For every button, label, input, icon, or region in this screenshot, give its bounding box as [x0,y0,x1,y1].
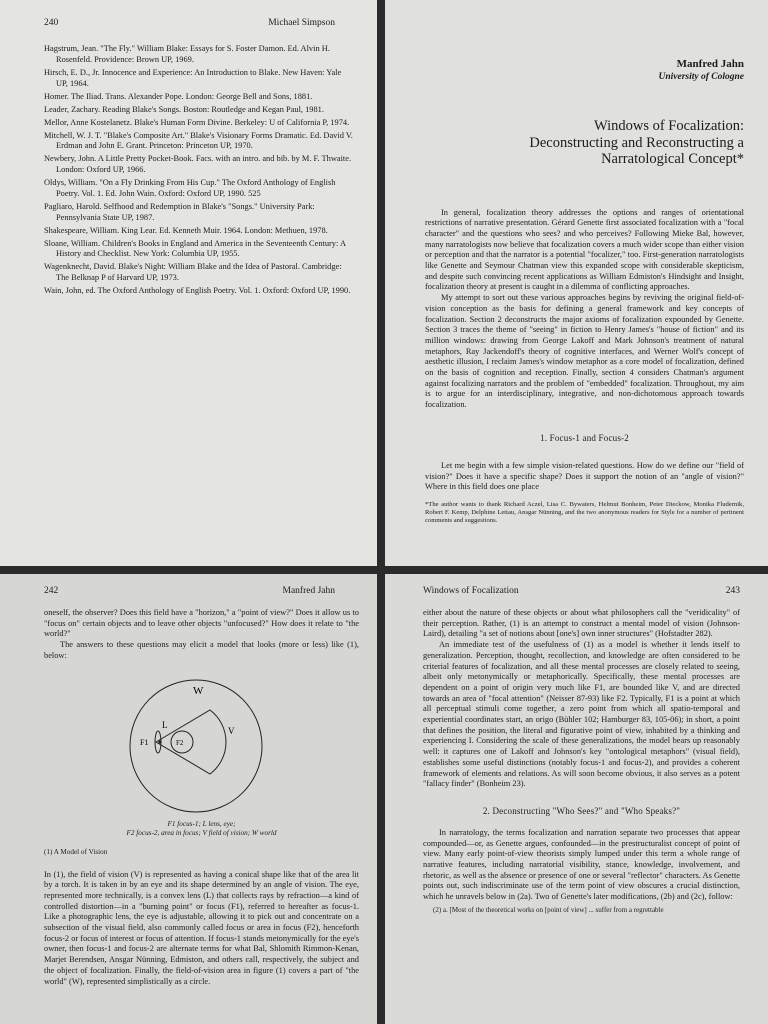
section-heading: 1. Focus-1 and Focus-2 [540,432,629,443]
bibliography-entry: Mitchell, W. J. T. "Blake's Composite Art." Blake's Visionary Forms Dramatic. Ed. David V. Erdman and John E. Grant. Princeton: Princeton UP, 1970. [44,130,353,151]
bibliography-entry: Wain, John, ed. The Oxford Anthology of English Poetry. Vol. 1. Oxford: Oxford UP, 1990. [44,286,351,296]
label-f2: F2 [176,738,184,747]
diagram-legend [44,820,359,838]
running-header [44,586,359,596]
focus-1-point [158,740,161,743]
title-line: Narratological Concept* [601,151,744,167]
page-body-bottom [423,828,740,916]
body-paragraph: either about the nature of these objects or about what philosophers call the "veridicality" of their perception. Rather, (1) is an attempt to construct a mental model of vision (Johnson-Laird), detailing "a set of notions about [one's] own inner structures" (Hofstadter 282). [423,608,740,639]
title-line: Deconstructing and Reconstructing a [529,134,744,151]
bibliography-entry: Hagstrum, Jean. "The Fly." William Blake: Essays for S. Foster Damon. Ed. Alvin H. Rosenfeld. Providence: Brown UP, 1969. [44,44,330,64]
running-head: Windows of Focalization [423,586,519,596]
page-article-opening [385,0,768,566]
author-block [425,58,744,84]
label-f1: F1 [140,737,149,747]
body-paragraph: In narratology, the terms focalization and narration separate two processes that appear compounded—or, as Genette argues, confounded—in the prestructuralist concept of point of view. Many early point-of-view theorists simply lumped under this term a whole range of narrative features, including narratorial visibility, stance, knowledge, involvement, and rhetoric, as well as the absence or presence of one or several "reflector" characters. As Genette points out, such indiscriminate use of the term point of view obscures a crucial distinction, which he unravels below in (2a). Two of Genette's later modifications, (2b) and (2c), follow: [423,827,740,902]
page-number: 243 [725,586,740,596]
figure-caption: (1) A Model of Vision [44,847,108,856]
bibliography-entry: Newbery, John. A Little Pretty Pocket-Book. Facs. with an intro. and bib. by M. F. Thwaite. London: Oxford UP, 1966. [44,154,352,175]
legend-line: F2 focus-2, area in focus; V field of vision; W world [126,828,277,837]
article-body [425,208,744,411]
vision-model-diagram [114,668,274,818]
page-body-top [423,608,740,790]
bibliography-entry: Oldys, William. "On a Fly Drinking From His Cup." The Oxford Anthology of English Poetry. Vol. 1. Ed. John Wain. Oxford: Oxford UP, 1990. 525 [44,178,336,198]
label-l: L [162,719,168,730]
world-circle [130,680,262,812]
bibliography-list [44,44,355,297]
bibliography-entry: Leader, Zachary. Reading Blake's Songs. Boston: Routledge and Kegan Paul, 1981. [44,104,324,114]
running-head: Manfred Jahn [282,586,335,596]
article-title [425,118,744,168]
bibliography-entry: Mellor, Anne Kostelanetz. Blake's Human Form Divine. Berkeley: U of California P, 1974. [44,117,350,127]
body-paragraph: Let me begin with a few simple vision-related questions. How do we define our "field of vision?" Does it have a specific shape? Does it support the notion of an "angle of vision?" Where in this field does one place [425,460,744,492]
author-institution: University of Cologne [658,72,744,82]
bibliography-entry: Hirsch, E. D., Jr. Innocence and Experience: An Introduction to Blake. New Haven: Yale UP, 1964. [44,67,342,88]
section-heading: 2. Deconstructing "Who Sees?" and "Who Speaks?" [482,805,681,816]
bibliography-entry: Shakespeare, William. King Lear. Ed. Kenneth Muir. 1964. London: Methuen, 1978. [44,225,328,235]
page-243 [385,574,768,1024]
label-w: W [193,684,204,697]
bibliography-entry: Homer. The Iliad. Trans. Alexander Pope. London: George Bell and Sons, 1881. [44,91,313,101]
page-240 [0,0,377,566]
body-paragraph: My attempt to sort out these various approaches begins by reviving the original field-of-vision conception as the basis for defining a general framework and key concepts of focalization. Section 2 deconstructs the major axioms of focalization expounded by Genette. Section 3 traces the theme of "seeing" in fiction to Henry James's "house of fiction" and its million windows: drawing from George Lakoff and Mark Johnson's treatment of natural metaphors, Ray Jackendoff's theory of cognitive interfaces, and Werner Wolf's concept of aesthetic illusion, I reclaim James's window metaphor as a core model of focalization, defined on the basis of cognition and reception. Finally, section 4 considers Chatman's argument against focalizing narrators and the problem of "embedded" focalization. Throughout, my aim is to argue for an interdisciplinary, integrative, and non-dichotomous approach towards focalization. [425,293,744,410]
bibliography-entry: Sloane, William. Children's Books in England and America in the Seventeenth Century: A History and Checklist. New York: Columbia UP, 1955. [44,238,346,259]
bibliography-entry: Wagenknecht, David. Blake's Night: William Blake and the Idea of Pastoral. Cambridge: The Belknap P of Harvard UP, 1973. [44,262,342,283]
body-paragraph: In (1), the field of vision (V) is represented as having a conical shape like that of the area lit by a torch. It is taken in by an eye and its shape determined by an angle of vision. The eye, represented more technically, is a convex lens (L) that collects rays by refraction—a kind of controlled distortion—in a "burning point" or focus (F1), referred to hereafter as focus-1. Like a photographic lens, the eye is adjustable, allowing it to pick out and concentrate on a subsection of the visual field, also commonly called focus or area in focus (F2), henceforth focus-2 or focus of interest or focus of attention. If focus-1 stands metonymically for the eye's owner, then focus-1 and focus-2 are alternate terms for what Bal, Shlomith Rimmon-Kenan, Marjet Berendsen, Ansgar Nünning, Edmiston, and others call, respectively, the subject and the object of focalization. Finally, the field-of-vision area in figure (1) covers a part of "the world" (W), represented simplistically as a circle. [44,869,360,986]
body-paragraph: An immediate test of the usefulness of (1) as a model is whether it lends itself to generalization. Perception, thought, recollection, and knowledge are often considered to be criterial features of focalization, and all these mental processes are closely related to seeing, albeit only metonymically or metaphorically. Specifically, these mental processes are dependent on a point of origin very much like F1, are bounded like V, and are directed towards an area of "focal attention" (Neisser 87-93) like F2. Typically, F1 is a point at which all perceptual stimuli come together, a zero point from which all spatio-temporal and experiential coordinates start, an origo (Bühler 102; Hamburger 83, 105-06); in short, a point that defines the position, the literal and figurative point of view, inhabited by a thinking and experiencing I. Considering the scale of these generalizations, the model bears up reasonably well: it captures one of Lakoff and Johnson's key "ontological metaphors" (visual field), establishes some useful distinctions (notably focus-1 and focus-2), and provides a coherent framework of elements and relations. As will soon become obvious, it also serves as a potent "fallacy finder" (Bonheim 23). [423,640,740,789]
page-242 [0,574,377,1024]
running-header [44,18,355,28]
section-body [425,461,744,493]
page-number: 242 [44,586,59,596]
running-head: Michael Simpson [268,18,335,28]
vision-model-svg [114,668,274,818]
running-header [423,586,740,596]
page-number: 240 [44,18,59,28]
label-v: V [228,725,235,736]
author-name: Manfred Jahn [676,58,744,70]
body-paragraph: oneself, the observer? Does this field have a "horizon," a "point of view?" Does it allow us to "focus on" certain objects and to leave other objects "unfocused?" How does it relate to "the world?" [44,608,359,639]
page-body-top [44,608,359,662]
page-body-bottom [44,870,359,988]
footnote: *The author wants to thank Richard Aczel, Lisa C. Bywaters, Helmut Bonheim, Peter Dieckow, Monika Fludernik, Robert F. Kemp, Delphine Lettau, Ansgar Nünning, and the two anonymous readers for Style for a number of pertinent comments and suggestions. [425,500,744,525]
title-line: Windows of Focalization: [593,118,744,134]
trailing-fragment: (2) a. [Most of the theoretical works on [point of view] ... suffer from a regrettable [433,905,664,914]
bibliography-entry: Pagliaro, Harold. Selfhood and Redemption in Blake's "Songs." University Park: Pennsylvania State UP, 1987. [44,201,315,222]
body-paragraph: In general, focalization theory addresses the options and ranges of orientational restrictions of narrative presentation. Gérard Genette first associated focalization with a "focal character" and the questions who sees? and who perceives? Following Mieke Bal, however, many narratologists now believe that focalization covers a much wider scope than either vision or perception and that the narrator is a potential "focalizer," too. First-generation narratologists like Genette and Seymour Chatman view this expanded scope with considerable skepticism, and despite such convincing recent applications as William Edmiston's Hindsight and Insight, focalization theory at present is caught in a dilemma of conflicting approaches. [425,207,744,292]
body-paragraph: The answers to these questions may elicit a model that looks (more or less) like (1), below: [44,640,359,660]
legend-line: F1 focus-1; L lens, eye; [167,819,236,828]
